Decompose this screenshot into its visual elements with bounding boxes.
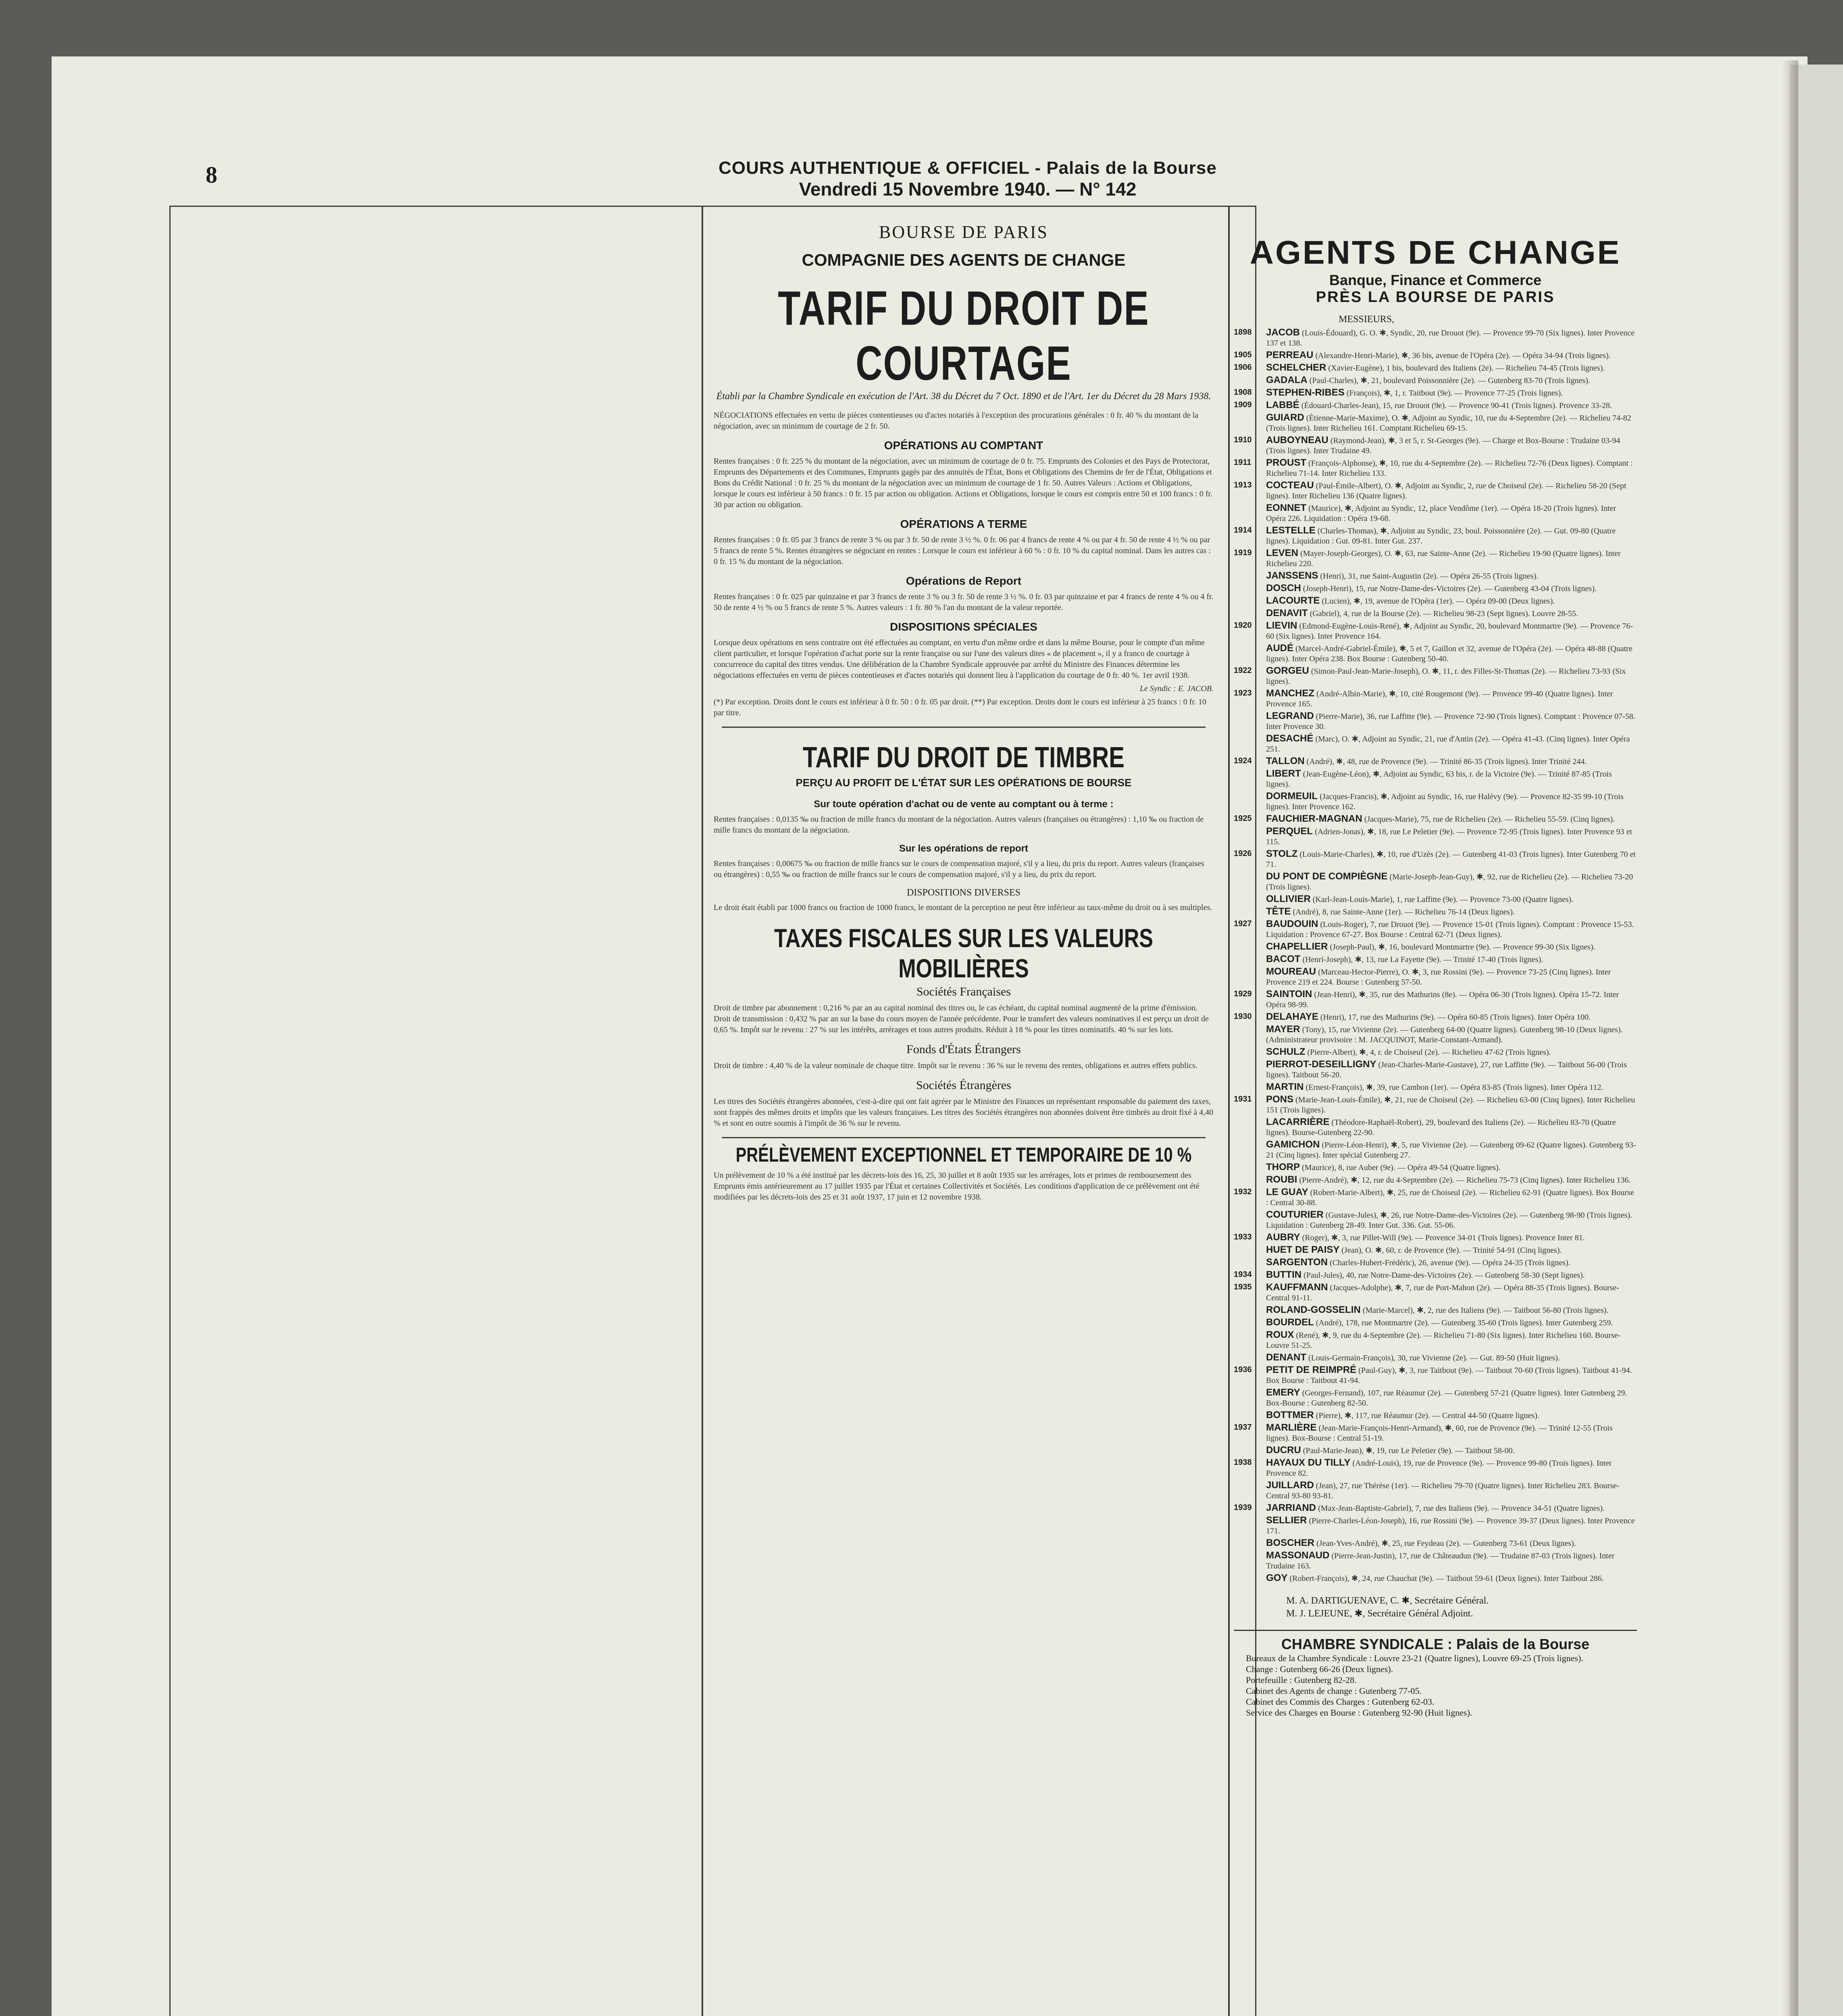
prelevement-text: Un prélèvement de 10 % a été institué par les décrets-lois des 16, 25, 30 juillet et 8 août 1935 sur les arrérages, lots et primes de remboursement des Emprunts émis antérieurement au 17 juillet 1935 par l'État et certaines Collectivités et Sociétés. Les conditions d'application de ce prélèvement ont été modifiées par les décrets-lois des 25 et 31 août 1937, 17 juin et 12 novembre 1938. bbox=[714, 1171, 1200, 1202]
agent-details: (François), ✱, 1, r. Taitbout (9e). — Provence 77-25 (Trois lignes). bbox=[1346, 389, 1563, 398]
agent-entry bbox=[1234, 894, 1637, 905]
agent-name: EMERY bbox=[1266, 1387, 1300, 1398]
agent-details: (Louis-Roger), 7, rue Drouot (9e). — Provence 15-01 (Trois lignes). Comptant : Provence 15-53. Liquidation : Provence 67-27. Box Bourse : Central 62-71 (Deux lignes). bbox=[1266, 920, 1634, 939]
agent-details: (Raymond-Jean), ✱, 3 et 5, r. St-Georges (9e). — Charge et Box-Bourse : Trudaine 03-94 (Trois lignes). Inter Trudaine 49. bbox=[1266, 436, 1620, 455]
agent-year: 1934 bbox=[1234, 1270, 1252, 1279]
agent-name: GAMICHON bbox=[1266, 1139, 1320, 1150]
agent-details: (René), ✱, 9, rue du 4-Septembre (2e). — Richelieu 71-80 (Six lignes). Inter Richelieu 160. Bourse-Louvre 51-25. bbox=[1266, 1331, 1621, 1350]
agent-details: (Henri), 17, rue des Mathurins (9e). — Opéra 60-85 (Trois lignes). Inter Opéra 100. bbox=[1320, 1013, 1591, 1022]
agent-name: COCTEAU bbox=[1266, 480, 1314, 491]
agent-details: (Pierre-Léon-Henri), ✱, 5, rue Vivienne (2e). — Gutenberg 09-62 (Quatre lignes). Gutenberg 93-21 (Cinq lignes). Inter spécial Gutenberg 27. bbox=[1266, 1141, 1636, 1160]
agent-name: PERREAU bbox=[1266, 350, 1314, 360]
agent-year: 1924 bbox=[1234, 756, 1252, 765]
agent-list bbox=[1234, 327, 1637, 1584]
messieurs-label: MESSIEURS, bbox=[1339, 314, 1395, 325]
chambre-line: Cabinet des Commis des Charges : Gutenberg 62-03. bbox=[1246, 1697, 1435, 1707]
agent-name: BUTTIN bbox=[1266, 1269, 1302, 1280]
dispositions-text: Lorsque deux opérations en sens contraire ont été effectuées au comptant, en vertu d'un même ordre et dans la même Bourse, pour le compte d'un même client particulier, et lorsque l'opération d'achat porte sur la rente française ou sur l'une des valeurs dites « de placement », il y a franco de courtage à concurrence du capital des titres vendus. Une délibération de la Chambre Syndicale approuvée par arrêté du Ministre des Finances détermine les négociations effectuées en vertu de pièces contentieuses et d'actes notariés qui donnent lieu à l'application du courtage de 0 fr. 40 %. 1er avril 1938. bbox=[714, 638, 1205, 680]
agent-details: (Marcel-André-Gabriel-Émile), ✱, 5 et 7, Gaillon et 32, avenue de l'Opéra (2e). — Opéra 48-88 (Quatre lignes). Inter Opéra 238. Box Bourse : Gutenberg 50-40. bbox=[1266, 644, 1633, 663]
agent-entry bbox=[1234, 583, 1637, 594]
exceptions-note: (*) Par exception. Droits dont le cours est inférieur à 0 fr. 50 : 0 fr. 05 par droit. (**) Par exception. Droits dont le cours est inférieur à 25 francs : 0 fr. 10 par titre. bbox=[714, 698, 1206, 717]
masthead bbox=[645, 158, 1290, 200]
column-divider-right bbox=[1228, 206, 1230, 2016]
agent-year: 1911 bbox=[1234, 458, 1252, 467]
agent-details: (Maurice), 8, rue Auber (9e). — Opéra 49-54 (Quatre lignes). bbox=[1302, 1163, 1501, 1172]
tarif-subtitle: Établi par la Chambre Syndicale en exécution de l'Art. 38 du Décret du 7 Oct. 1890 et de l'Art. 1er du Décret du 28 Mars 1938. bbox=[716, 391, 1211, 402]
syndic-signature: Le Syndic : E. JACOB. bbox=[1139, 684, 1214, 693]
agent-name: GORGEU bbox=[1266, 665, 1309, 676]
chambre-title: CHAMBRE SYNDICALE : Palais de la Bourse bbox=[1281, 1636, 1590, 1652]
ops-terme-text: Rentes françaises : 0 fr. 05 par 3 francs de rente 3 % ou par 3 fr. 50 de rente 3 ½ %. 0 fr. 06 par 4 francs de rente 4 % ou par 4 fr. 50 de rente 4 ½ % ou par 5 francs de rente 5 %. Rentes étrangères se négociant en rentes : Lorsque le cours est inférieur à 60 % : 0 fr. 10 % du capital nominal. Dans les autres cas : 0 fr. 15 % du montant de la négociation. bbox=[714, 535, 1211, 566]
agent-year: 1898 bbox=[1234, 328, 1252, 337]
agent-details: (Maurice), ✱, Adjoint au Syndic, 12, place Vendôme (1er). — Opéra 18-20 (Trois lignes). Inter Opéra 226. Liquidation : Opéra 19-68. bbox=[1266, 504, 1616, 523]
agent-details: (Charles-Hubert-Frédéric), 26, avenue (9e). — Opéra 24-35 (Trois lignes). bbox=[1329, 1258, 1570, 1267]
agent-entry bbox=[1234, 849, 1637, 870]
agent-details: (François-Alphonse), ✱, 10, rue du 4-Septembre (2e). — Richelieu 72-76 (Deux lignes). Comptant : Richelieu 71-14. Inter Richelieu 133. bbox=[1266, 459, 1633, 478]
agent-year: 1930 bbox=[1234, 1012, 1252, 1021]
agent-entry bbox=[1234, 1282, 1637, 1303]
timbre-report-text: Rentes françaises : 0,00675 ‰ ou fraction de mille francs sur le cours de compensation majoré, s'il y a lieu, du prix du report. Autres valeurs (françaises ou étrangères) : 0,55 ‰ ou fraction de mille francs sur le cours de compensation majoré, s'il y a lieu, du prix du report. bbox=[714, 859, 1204, 879]
agent-details: (Théodore-Raphaël-Robert), 29, boulevard des Italiens (2e). — Richelieu 83-70 (Quatre lignes). Bourse-Gutenberg 22-90. bbox=[1266, 1118, 1616, 1137]
agent-details: (Paul-Guy), ✱, 3, rue Taitbout (9e). — Taitbout 70-60 (Trois lignes). Taitbout 41-94. Box Bourse : Taitbout 41-94. bbox=[1266, 1366, 1632, 1385]
agent-entry bbox=[1234, 375, 1637, 386]
timbre-dispositions-text: Le droit était établi par 1000 francs ou fraction de 1000 francs, le montant de la perception ne peut être inférieur au taux-même du droit ou à ses multiples. bbox=[714, 903, 1212, 912]
agent-name: MOUREAU bbox=[1266, 966, 1316, 977]
agent-entry bbox=[1234, 1503, 1637, 1514]
agent-year: 1908 bbox=[1234, 388, 1252, 397]
agent-entry bbox=[1234, 596, 1637, 606]
agent-details: (Karl-Jean-Louis-Marie), 1, rue Laffitte (9e). — Provence 73-00 (Quatre lignes). bbox=[1312, 895, 1574, 904]
agent-details: (Roger), ✱, 3, rue Pillet-Will (9e). — Provence 34-01 (Trois lignes). Provence Inter 81. bbox=[1302, 1233, 1585, 1242]
agent-name: MAYER bbox=[1266, 1024, 1300, 1035]
agent-details: (Georges-Fernand), 107, rue Réaumur (2e). — Gutenberg 57-21 (Quatre lignes). Inter Gutenberg 29. Box-Bourse : Gutenberg 82-50. bbox=[1266, 1389, 1627, 1408]
chambre-line: Cabinet des Agents de change : Gutenberg 77-05. bbox=[1246, 1686, 1422, 1696]
agent-year: 1933 bbox=[1234, 1233, 1252, 1241]
agent-name: STOLZ bbox=[1266, 848, 1298, 859]
agent-entry bbox=[1234, 871, 1637, 892]
agent-name: LESTELLE bbox=[1266, 525, 1316, 536]
agent-details: (Edmond-Eugène-Louis-René), ✱, Adjoint au Syndic, 20, boulevard Montmartre (9e). — Provence 76-60 (Six lignes). Inter Provence 164. bbox=[1266, 622, 1633, 641]
agent-details: (Louis-Marie-Charles), ✱, 10, rue d'Uzès (2e). — Gutenberg 41-03 (Trois lignes). Inter Gutenberg 70 et 71. bbox=[1266, 850, 1636, 869]
agent-entry bbox=[1234, 1012, 1637, 1023]
agent-name: LIEVIN bbox=[1266, 620, 1297, 631]
agent-name: PONS bbox=[1266, 1094, 1294, 1105]
agent-entry bbox=[1234, 941, 1637, 952]
timbre-subtitle: PERÇU AU PROFIT DE L'ÉTAT SUR LES OPÉRATIONS DE BOURSE bbox=[796, 777, 1132, 789]
agent-entry bbox=[1234, 1365, 1637, 1386]
agent-entry bbox=[1234, 1117, 1637, 1138]
societes-fr-text: Droit de timbre par abonnement : 0,216 % par an au capital nominal des titres ou, le cas échéant, du capital nominal augmenté de la prime d'émission. Droit de transmission : 0,432 % par an sur la base du cours moyen de l'année précédente. Pour le transfert des valeurs nominatives il est perçu un droit de 0,65 %. Impôt sur le revenu : 27 % sur les intérêts, arrérages et tous autres produits. Réduit à 18 % pour les titres nominatifs. 40 % sur les lots. bbox=[714, 1004, 1209, 1034]
agent-name: JACOB bbox=[1266, 327, 1300, 338]
agent-details: (Ernest-François), ✱, 39, rue Cambon (1er). — Opéra 83-85 (Trois lignes). Inter Opéra 112. bbox=[1306, 1083, 1604, 1092]
agent-details: (Jean-Eugène-Léon), ✱, Adjoint au Syndic, 63 bis, r. de la Victoire (9e). — Trinité 87-85 (Trois lignes). bbox=[1266, 770, 1612, 789]
agent-details: (Louis-Germain-François), 30, rue Vivienne (2e). — Gut. 89-50 (Huit lignes). bbox=[1308, 1354, 1560, 1362]
agent-year: 1913 bbox=[1234, 481, 1252, 489]
agent-entry bbox=[1234, 666, 1637, 687]
agent-details: (Pierre), ✱, 117, rue Réaumur (2e). — Central 44-50 (Quatre lignes). bbox=[1316, 1411, 1539, 1420]
agent-entry bbox=[1234, 919, 1637, 940]
fonds-title: Fonds d'États Étrangers bbox=[906, 1043, 1021, 1056]
agent-name: TÊTE bbox=[1266, 906, 1291, 917]
fonds-text: Droit de timbre : 4,40 % de la valeur nominale de chaque titre. Impôt sur le revenu : 36 % sur le revenu des rentes, obligations et autres effets publics. bbox=[714, 1061, 1197, 1070]
agent-year: 1922 bbox=[1234, 666, 1252, 675]
agent-name: SARGENTON bbox=[1266, 1257, 1328, 1268]
agent-details: (Paul-Charles), ✱, 21, boulevard Poissonnière (2e). — Gutenberg 83-70 (Trois lignes). bbox=[1309, 376, 1590, 385]
agent-name: BACOT bbox=[1266, 954, 1301, 964]
agent-name: LEGRAND bbox=[1266, 710, 1314, 721]
agent-details: (Jean), 27, rue Thérèse (1er). — Richelieu 79-70 (Quatre lignes). Inter Richelieu 283. Bourse-Central 93-80 93-81. bbox=[1266, 1481, 1620, 1500]
agent-details: (Paul-Jules), 40, rue Notre-Dame-des-Victoires (2e). — Gutenberg 58-30 (Sept lignes). bbox=[1303, 1271, 1585, 1280]
section-rule bbox=[722, 1137, 1206, 1138]
agent-details: (Jean-Marie-François-Henri-Armand), ✱, 60, rue de Provence (9e). — Trinité 12-55 (Trois lignes). Box-Bourse : Central 51-19. bbox=[1266, 1424, 1613, 1443]
agent-name: GADALA bbox=[1266, 375, 1308, 385]
agent-entry bbox=[1234, 1139, 1637, 1160]
agent-details: (Simon-Paul-Jean-Marie-Joseph), O. ✱, 11, r. des Filles-St-Thomas (2e). — Richelieu 73-93 (Six lignes). bbox=[1266, 667, 1626, 686]
chambre-line: Bureaux de la Chambre Syndicale : Louvre 23-21 (Quatre lignes), Louvre 69-25 (Trois lignes). bbox=[1246, 1653, 1583, 1663]
agent-entry bbox=[1234, 1317, 1637, 1328]
agent-details: (Jacques-Marie), 75, rue de Richelieu (2e). — Richelieu 55-59. (Cinq lignes). bbox=[1364, 815, 1615, 824]
agent-name: DELAHAYE bbox=[1266, 1011, 1318, 1022]
timbre-report-title: Sur les opérations de report bbox=[899, 843, 1029, 854]
agent-name: DOSCH bbox=[1266, 583, 1301, 594]
societes-fr-title: Sociétés Françaises bbox=[916, 985, 1011, 998]
agent-entry bbox=[1234, 1422, 1637, 1443]
agent-name: PERQUEL bbox=[1266, 826, 1313, 837]
agent-name: FAUCHIER-MAGNAN bbox=[1266, 813, 1362, 824]
agent-entry bbox=[1234, 954, 1637, 965]
agent-name: AUBRY bbox=[1266, 1232, 1300, 1243]
agent-details: (Mayer-Joseph-Georges), O. ✱, 63, rue Sainte-Anne (2e). — Richelieu 19-90 (Quatre lignes). Inter Richelieu 220. bbox=[1266, 549, 1621, 568]
agent-entry bbox=[1234, 768, 1637, 789]
agent-details: (André-Louis), 19, rue de Provence (9e). — Provence 99-80 (Trois lignes). Inter Provence 82. bbox=[1266, 1459, 1612, 1478]
chambre-syndicale bbox=[1234, 1630, 1637, 1718]
prelevement-title: PRÉLÈVEMENT EXCEPTIONNEL ET TEMPORAIRE DE 10 % bbox=[735, 1144, 1192, 1166]
tarif-courtage-title: TARIF DU DROIT DE COURTAGE bbox=[778, 281, 1150, 390]
agent-details: (Henri-Joseph), ✱, 13, rue La Fayette (9e). — Trinité 17-40 (Trois lignes). bbox=[1302, 955, 1543, 964]
agent-entry bbox=[1234, 711, 1637, 732]
agent-name: KAUFFMANN bbox=[1266, 1282, 1328, 1293]
timbre-dispositions-title: DISPOSITIONS DIVERSES bbox=[906, 887, 1021, 898]
agent-entry bbox=[1234, 1059, 1637, 1080]
agent-entry bbox=[1234, 1550, 1637, 1571]
agent-details: (Paul-Marie-Jean), ✱, 19, rue Le Peletier (9e). — Taitbout 58-00. bbox=[1303, 1446, 1515, 1455]
agent-name: HUET DE PAISY bbox=[1266, 1244, 1340, 1255]
agent-entry bbox=[1234, 1458, 1637, 1479]
societes-etrangeres-title: Sociétés Étrangères bbox=[916, 1079, 1011, 1092]
agent-year: 1906 bbox=[1234, 363, 1252, 372]
agent-entry bbox=[1234, 1515, 1637, 1536]
agent-entry bbox=[1234, 435, 1637, 456]
agent-name: PETIT DE REIMPRÉ bbox=[1266, 1364, 1357, 1375]
agent-name: DU PONT DE COMPIÈGNE bbox=[1266, 871, 1388, 882]
agent-name: LE GUAY bbox=[1266, 1187, 1308, 1198]
agent-entry bbox=[1234, 1270, 1637, 1281]
agent-name: GOY bbox=[1266, 1572, 1288, 1583]
agent-year: 1923 bbox=[1234, 689, 1252, 698]
agent-year: 1920 bbox=[1234, 621, 1252, 630]
page-fold-shadow bbox=[1782, 60, 1798, 2016]
agent-year: 1919 bbox=[1234, 548, 1252, 557]
agent-name: MARLIÈRE bbox=[1266, 1422, 1317, 1433]
agent-entry bbox=[1234, 733, 1637, 754]
agent-entry bbox=[1234, 1352, 1637, 1363]
center-column bbox=[710, 218, 1218, 1205]
agent-details: (Robert-Marie-Albert), ✱, 25, rue de Choiseul (2e). — Richelieu 62-91 (Quatre lignes). Box Bourse : Central 30-88. bbox=[1266, 1188, 1634, 1207]
agent-year: 1925 bbox=[1234, 814, 1252, 823]
agent-entry bbox=[1234, 826, 1637, 847]
agent-entry bbox=[1234, 814, 1637, 825]
agent-name: ROUBI bbox=[1266, 1174, 1297, 1185]
agent-details: (Jacques-Francis), ✱, Adjoint au Syndic, 16, rue Halévy (9e). — Provence 82-35 99-10 (Trois lignes). Inter Provence 162. bbox=[1266, 792, 1624, 811]
agent-details: (Édouard-Charles-Jean), 15, rue Drouot (9e). — Provence 90-41 (Trois lignes). Provence 33-28. bbox=[1301, 401, 1612, 410]
agent-name: MASSONAUD bbox=[1266, 1550, 1330, 1561]
agent-details: (Robert-François), ✱, 24, rue Chauchat (9e). — Taitbout 59-61 (Deux lignes). Inter Taitbout 286. bbox=[1289, 1574, 1604, 1583]
agent-details: (Charles-Thomas), ✱, Adjoint au Syndic, 23, boul. Poissonnière (2e). — Gut. 09-80 (Quatre lignes). Liquidation : Gut. 09-81. Inter Gut. 237. bbox=[1266, 527, 1616, 546]
agent-name: BOTTMER bbox=[1266, 1410, 1314, 1420]
timbre-comptant-title: Sur toute opération d'achat ou de vente au comptant ou à terme : bbox=[814, 799, 1114, 810]
agent-entry bbox=[1234, 1410, 1637, 1421]
agent-entry bbox=[1234, 791, 1637, 812]
agent-year: 1909 bbox=[1234, 400, 1252, 409]
agent-details: (Joseph-Paul), ✱, 16, boulevard Montmartre (9e). — Provence 99-30 (Six lignes). bbox=[1330, 943, 1595, 952]
agent-name: ROUX bbox=[1266, 1329, 1294, 1340]
agent-details: (Pierre-Albert), ✱, 4, r. de Choiseul (2e). — Richelieu 47-62 (Trois lignes). bbox=[1307, 1048, 1551, 1057]
agent-details: (Jean-Charles-Marie-Gustave), 27, rue Laffitte (9e). — Taitbout 56-00 (Trois lignes). Taitbout 56-20. bbox=[1266, 1060, 1627, 1079]
agent-year: 1929 bbox=[1234, 989, 1252, 998]
company-heading: COMPAGNIE DES AGENTS DE CHANGE bbox=[802, 250, 1126, 269]
agent-year: 1937 bbox=[1234, 1423, 1252, 1432]
agent-name: AUDÉ bbox=[1266, 643, 1294, 654]
page-number: 8 bbox=[206, 162, 217, 188]
agent-name: GUIARD bbox=[1266, 412, 1304, 423]
agent-year: 1926 bbox=[1234, 849, 1252, 858]
agent-entry bbox=[1234, 1175, 1637, 1185]
chambre-line: Change : Gutenberg 66-26 (Deux lignes). bbox=[1246, 1664, 1393, 1674]
agent-year: 1935 bbox=[1234, 1283, 1252, 1291]
agent-name: OLLIVIER bbox=[1266, 893, 1311, 904]
societes-etrangeres-text: Les titres des Sociétés étrangères abonnées, c'est-à-dire qui ont fait agréer par le Ministre des Finances un représentant responsable du paiement des taxes, sont frappés des mêmes droits et impôts que les valeurs françaises. Les titres des Sociétés étrangères non abonnées doivent être timbrés au droit fixé à 4,40 % et sont en outre soumis à l'impôt de 36 % sur le revenu. bbox=[714, 1097, 1214, 1128]
negociations-text: NÉGOCIATIONS effectuées en vertu de pièces contentieuses ou d'actes notariés à l'exception des procurations générales : 0 fr. 40 % du montant de la négociation, avec un minimum de courtage de 2 fr. 50. bbox=[714, 411, 1199, 431]
agent-entry bbox=[1234, 503, 1637, 524]
agent-details: (Gustave-Jules), ✱, 26, rue Notre-Dame-des-Victoires (2e). — Gutenberg 98-90 (Trois lignes). Liquidation : Gutenberg 28-49. Inter Gut. 336. Gut. 55-06. bbox=[1266, 1211, 1633, 1230]
agent-entry bbox=[1234, 1082, 1637, 1093]
agent-name: EONNET bbox=[1266, 502, 1307, 513]
chambre-line: Portefeuille : Gutenberg 82-28. bbox=[1246, 1675, 1357, 1685]
agent-name: BOSCHER bbox=[1266, 1537, 1315, 1548]
agent-entry bbox=[1234, 621, 1637, 641]
agent-year: 1932 bbox=[1234, 1187, 1252, 1196]
agents-subtitle: Banque, Finance et Commerce bbox=[1329, 272, 1542, 288]
agent-entry bbox=[1234, 350, 1637, 361]
agent-name: JARRIAND bbox=[1266, 1502, 1316, 1513]
agent-details: (Pierre-Charles-Léon-Joseph), 16, rue Rossini (9e). — Provence 39-37 (Deux lignes). Inter Provence 171. bbox=[1266, 1516, 1635, 1535]
ops-terme-title: OPÉRATIONS A TERME bbox=[900, 518, 1027, 530]
agent-details: (Pierre-Marie), 36, rue Laffitte (9e). — Provence 72-90 (Trois lignes). Comptant : Provence 07-58. Inter Provence 30. bbox=[1266, 712, 1635, 731]
agent-name: LACOURTE bbox=[1266, 595, 1320, 606]
timbre-title: TARIF DU DROIT DE TIMBRE bbox=[803, 741, 1125, 774]
agent-entry bbox=[1234, 688, 1637, 709]
agent-year: 1936 bbox=[1234, 1365, 1252, 1374]
agent-entry bbox=[1234, 643, 1637, 664]
agent-entry bbox=[1234, 400, 1637, 411]
agent-year: 1931 bbox=[1234, 1095, 1252, 1104]
chambre-lines bbox=[1234, 1653, 1637, 1718]
agent-entry bbox=[1234, 756, 1637, 767]
agent-name: HAYAUX DU TILLY bbox=[1266, 1457, 1351, 1468]
agents-de-change-title: AGENTS DE CHANGE bbox=[1249, 234, 1621, 271]
agent-entry bbox=[1234, 1162, 1637, 1173]
agent-name: MANCHEZ bbox=[1266, 688, 1314, 699]
agent-name: DENANT bbox=[1266, 1352, 1306, 1363]
agent-details: (Xavier-Eugène), 1 bis, boulevard des Italiens (2e). — Richelieu 74-45 (Trois lignes). bbox=[1328, 364, 1605, 373]
agent-entry bbox=[1234, 1232, 1637, 1243]
ops-comptant-text: Rentes françaises : 0 fr. 225 % du montant de la négociation, avec un minimum de courtage de 0 fr. 75. Emprunts des Colonies et des Pays de Protectorat, Emprunts des Départements et des Communes, Emprunts gagés par des annuités de l'État, Bons et Obligations des Chemins de fer de l'État, Obligations et Bons du Crédit National : 0 fr. 25 % du montant de la négociation avec un minimum de courtage de 1 fr. 50. Autres Valeurs : Actions et Obligations, lorsque le cours est inférieur à 50 francs : 0 fr. 15 par action ou obligation. Actions et Obligations, lorsque le cours est compris entre 50 et 100 francs : 0 fr. 30 par action ou obligation. bbox=[714, 457, 1212, 509]
agent-details: (Henri), 31, rue Saint-Augustin (2e). — Opéra 26-55 (Trois lignes). bbox=[1320, 572, 1539, 581]
agent-details: (Jacques-Adolphe), ✱, 7, rue de Port-Mahon (2e). — Opéra 88-35 (Trois lignes). Bourse-Central 91-11. bbox=[1266, 1283, 1619, 1302]
chambre-line: Service des Charges en Bourse : Gutenberg 92-90 (Huit lignes). bbox=[1246, 1708, 1472, 1718]
agent-name: DENAVIT bbox=[1266, 608, 1308, 619]
agent-name: TALLON bbox=[1266, 756, 1305, 766]
agent-entry bbox=[1234, 1257, 1637, 1268]
agent-entry bbox=[1234, 548, 1637, 569]
agent-details: (Lucien), ✱, 19, avenue de l'Opéra (1er). — Opéra 09-00 (Deux lignes). bbox=[1322, 597, 1555, 606]
agent-name: SELLIER bbox=[1266, 1515, 1307, 1526]
agent-details: (Alexandre-Henri-Marie), ✱, 36 bis, avenue de l'Opéra (2e). — Opéra 34-94 (Trois lignes). bbox=[1315, 351, 1611, 360]
agent-entry bbox=[1234, 608, 1637, 619]
agent-details: (Étienne-Marie-Maxime), O. ✱, Adjoint au Syndic, 10, rue du 4-Septembre (2e). — Richelieu 74-82 (Trois lignes). Inter Richelieu 161. Comptant Richelieu 69-15. bbox=[1266, 414, 1631, 433]
agent-entry bbox=[1234, 966, 1637, 987]
agent-details: (Pierre-Jean-Justin), 17, rue de Châteaudun (9e). — Trudaine 87-03 (Trois lignes). Inter Trudaine 163. bbox=[1266, 1552, 1615, 1570]
agent-details: (Marie-Joseph-Jean-Guy), ✱, 92, rue de Richelieu (2e). — Richelieu 73-20 (Trois lignes). bbox=[1266, 873, 1633, 891]
agent-name: MARTIN bbox=[1266, 1081, 1304, 1092]
agent-name: PROUST bbox=[1266, 457, 1307, 468]
agent-entry bbox=[1234, 327, 1637, 348]
agent-details: (André-Albin-Marie), ✱, 10, cité Rougemont (9e). — Provence 99-40 (Quatre lignes). Inter Provence 165. bbox=[1266, 689, 1613, 708]
agents-subtitle-bourse: PRÈS LA BOURSE DE PARIS bbox=[1316, 289, 1555, 306]
agent-entry bbox=[1234, 1330, 1637, 1351]
agent-name: DESACHÉ bbox=[1266, 733, 1314, 744]
agent-year: 1939 bbox=[1234, 1503, 1252, 1512]
agent-name: LIBERT bbox=[1266, 768, 1301, 779]
agent-details: (Marceau-Hector-Pierre), O. ✱, 3, rue Rossini (9e). — Provence 73-25 (Cinq lignes). Inter Provence 219 et 224. Bourse : Gutenberg 57-50. bbox=[1266, 968, 1611, 987]
agent-details: (Marc), O. ✱, Adjoint au Syndic, 21, rue d'Antin (2e). — Opéra 41-43. (Cinq lignes). Inter Opéra 251. bbox=[1266, 735, 1630, 754]
agent-entry bbox=[1234, 525, 1637, 546]
agent-entry bbox=[1234, 1387, 1637, 1408]
agent-name: PIERROT-DESEILLIGNY bbox=[1266, 1059, 1377, 1070]
agent-name: AUBOYNEAU bbox=[1266, 435, 1329, 446]
agent-year: 1927 bbox=[1234, 919, 1252, 928]
agent-details: (Jean-Yves-André), ✱, 25, rue Feydeau (2e). — Gutenberg 73-61 (Deux lignes). bbox=[1316, 1539, 1576, 1548]
masthead-date: Vendredi 15 Novembre 1940. — N° 142 bbox=[799, 179, 1137, 200]
agent-entry bbox=[1234, 989, 1637, 1010]
agent-entry bbox=[1234, 1187, 1637, 1208]
agent-entry bbox=[1234, 1210, 1637, 1231]
bourse-heading: BOURSE DE PARIS bbox=[879, 222, 1048, 242]
agent-name: CHAPELLIER bbox=[1266, 941, 1328, 952]
ops-report-title: Opérations de Report bbox=[906, 575, 1022, 587]
agent-name: SAINTOIN bbox=[1266, 989, 1312, 1000]
agent-entry bbox=[1234, 1047, 1637, 1058]
agent-name: DORMEUIL bbox=[1266, 791, 1318, 802]
agent-entry bbox=[1234, 480, 1637, 501]
agent-details: (Pierre-André), ✱, 12, rue du 4-Septembre (2e). — Richelieu 75-73 (Cinq lignes). Inter Richelieu 136. bbox=[1299, 1176, 1631, 1185]
secretaire-general: M. A. DARTIGUENAVE, C. ✱, Secrétaire Général. bbox=[1286, 1595, 1489, 1606]
agent-details: (Jean), O. ✱, 60, r. de Provence (9e). — Trinité 54-91 (Cinq lignes). bbox=[1341, 1246, 1562, 1255]
agent-entry bbox=[1234, 362, 1637, 373]
timbre-comptant-text: Rentes françaises : 0,0135 ‰ ou fraction de mille francs du montant de la négociation. Autres valeurs (françaises ou étrangères) : 1,10 ‰ ou fraction de mille francs du montant de la négociation. bbox=[714, 815, 1204, 835]
section-rule bbox=[722, 727, 1206, 728]
agent-entry bbox=[1234, 1245, 1637, 1256]
agent-name: STEPHEN-RIBES bbox=[1266, 387, 1345, 398]
secretaires bbox=[1286, 1594, 1637, 1620]
masthead-title: COURS AUTHENTIQUE & OFFICIEL - Palais de la Bourse bbox=[718, 158, 1217, 178]
agent-name: COUTURIER bbox=[1266, 1209, 1324, 1220]
agent-details: (Adrien-Jonas), ✱, 18, rue Le Peletier (9e). — Provence 72-95 (Trois lignes). Inter Provence 93 et 115. bbox=[1266, 827, 1632, 846]
agent-name: DUCRU bbox=[1266, 1445, 1301, 1456]
agent-entry bbox=[1234, 458, 1637, 479]
agent-entry bbox=[1234, 906, 1637, 917]
agent-name: JANSSENS bbox=[1266, 570, 1318, 581]
agent-details: (André), 8, rue Sainte-Anne (1er). — Richelieu 76-14 (Deux lignes). bbox=[1293, 908, 1515, 916]
agent-name: SCHULZ bbox=[1266, 1046, 1306, 1057]
agent-entry bbox=[1234, 1094, 1637, 1115]
agent-details: (Gabriel), 4, rue de la Bourse (2e). — Richelieu 98-23 (Sept lignes). Louvre 28-55. bbox=[1310, 609, 1578, 618]
agent-year: 1938 bbox=[1234, 1458, 1252, 1467]
agent-details: (Louis-Édouard), G. O. ✱, Syndic, 20, rue Drouot (9e). — Provence 99-70 (Six lignes). Inter Provence 137 et 138. bbox=[1266, 329, 1635, 348]
agent-entry bbox=[1234, 1480, 1637, 1501]
agent-entry bbox=[1234, 1305, 1637, 1316]
agent-entry bbox=[1234, 387, 1637, 398]
agent-name: LEVEN bbox=[1266, 548, 1299, 558]
ops-comptant-title: OPÉRATIONS AU COMPTANT bbox=[884, 439, 1043, 452]
agent-name: JUILLARD bbox=[1266, 1480, 1314, 1491]
right-column bbox=[1234, 218, 1637, 1718]
agent-name: THORP bbox=[1266, 1162, 1300, 1173]
agent-details: (Jean-Henri), ✱, 35, rue des Mathurins (8e). — Opéra 06-30 (Trois lignes). Opéra 15-72. Inter Opéra 98-99. bbox=[1266, 990, 1619, 1009]
agent-name: BAUDOUIN bbox=[1266, 918, 1318, 929]
agent-details: (Paul-Émile-Albert), O. ✱, Adjoint au Syndic, 2, rue de Choiseul (2e). — Richelieu 58-20 (Sept lignes). Inter Richelieu 136 (Quatre lignes). bbox=[1266, 481, 1626, 500]
agent-details: (Tony), 15, rue Vivienne (2e). — Gutenberg 64-00 (Quatre lignes). Gutenberg 98-10 (Deux lignes). (Administrateur provisoire : M. JACQUINOT, Marie-Constant-Armand). bbox=[1266, 1025, 1623, 1044]
agent-details: (Marie-Marcel), ✱, 2, rue des Italiens (9e). — Taitbout 56-80 (Trois lignes). bbox=[1362, 1306, 1609, 1315]
agent-name: LABBÉ bbox=[1266, 400, 1299, 410]
agent-entry bbox=[1234, 1445, 1637, 1456]
agent-entry bbox=[1234, 571, 1637, 581]
column-divider-left bbox=[702, 206, 703, 2016]
agent-details: (Marie-Jean-Louis-Émile), ✱, 21, rue de Choiseul (2e). — Richelieu 63-00 (Cinq lignes). Inter Richelieu 151 (Trois lignes). bbox=[1266, 1095, 1635, 1114]
agent-year: 1905 bbox=[1234, 350, 1252, 359]
agent-details: (Max-Jean-Baptiste-Gabriel), 7, rue des Italiens (9e). — Provence 34-51 (Quatre lignes). bbox=[1318, 1504, 1605, 1513]
agent-name: ROLAND-GOSSELIN bbox=[1266, 1304, 1361, 1315]
agent-name: LACARRIÈRE bbox=[1266, 1116, 1330, 1127]
agent-details: (Joseph-Henri), 15, rue Notre-Dame-des-Victoires (2e). — Gutenberg 43-04 (Trois lignes). bbox=[1303, 584, 1597, 593]
agent-name: SCHELCHER bbox=[1266, 362, 1327, 373]
agent-entry bbox=[1234, 1573, 1637, 1584]
agent-details: (André), 178, rue Montmartre (2e). — Gutenberg 35-60 (Trois lignes). Inter Gutenberg 259. bbox=[1316, 1318, 1613, 1327]
agent-entry bbox=[1234, 1538, 1637, 1549]
ops-report-text: Rentes françaises : 0 fr. 025 par quinzaine et par 3 francs de rente 3 % ou 3 fr. 50 de rente 3 ½ %. 0 fr. 03 par quinzaine et par 4 francs de rente 4 % ou 4 fr. 50 de rente 4 ½ % ou 5 francs de rente 5 %. Autres valeurs : 1 fr. 80 % l'an du montant de la valeur reportée. bbox=[714, 592, 1214, 612]
agent-year: 1914 bbox=[1234, 526, 1252, 535]
taxes-title: TAXES FISCALES SUR LES VALEURS MOBILIÈRES bbox=[774, 924, 1153, 983]
secretaire-adjoint: M. J. LEJEUNE, ✱, Secrétaire Général Adjoint. bbox=[1286, 1608, 1473, 1619]
agent-entry bbox=[1234, 1024, 1637, 1045]
dispositions-title: DISPOSITIONS SPÉCIALES bbox=[890, 621, 1037, 633]
agent-details: (André), ✱, 48, rue de Provence (9e). — Trinité 86-35 (Trois lignes). Inter Trinité 244. bbox=[1306, 757, 1587, 766]
agent-entry bbox=[1234, 412, 1637, 433]
agent-year: 1910 bbox=[1234, 435, 1252, 444]
agent-name: BOURDEL bbox=[1266, 1317, 1314, 1328]
